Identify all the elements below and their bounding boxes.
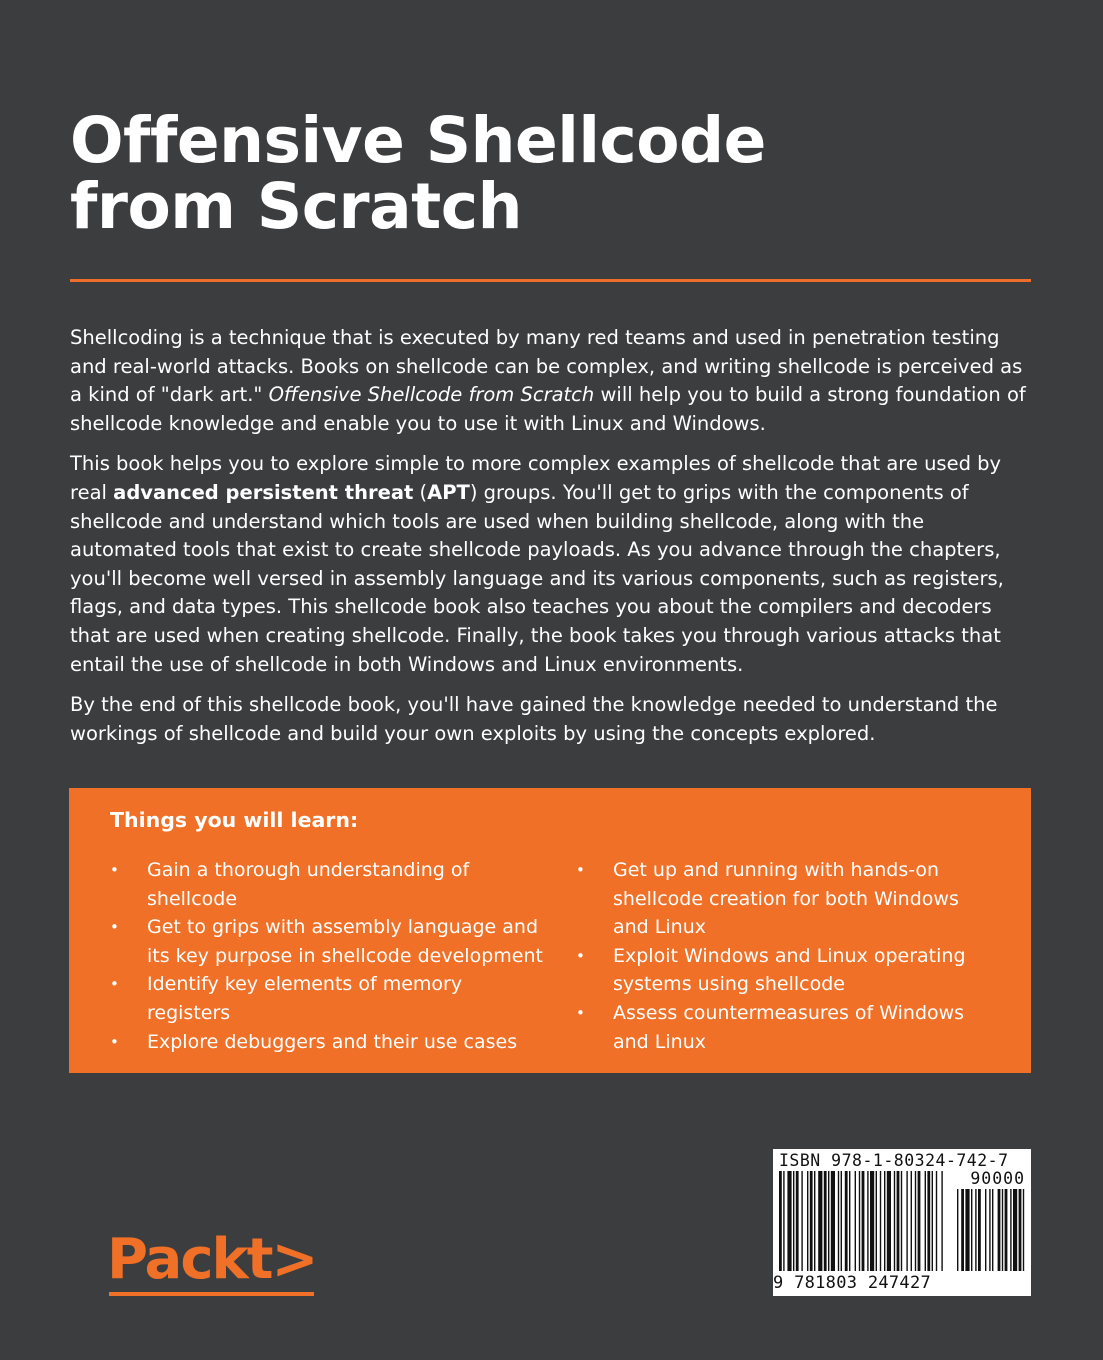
barcode-bar [859, 1171, 860, 1271]
barcode-bar [901, 1171, 902, 1271]
barcode-bar [965, 1189, 969, 1271]
learn-item: • Explore debuggers and their use cases [110, 1028, 550, 1057]
barcode-bar [906, 1171, 907, 1271]
barcode-bar [831, 1171, 835, 1271]
barcode-bar [915, 1171, 916, 1271]
barcode-bar [862, 1171, 865, 1271]
barcode-bar [887, 1171, 891, 1271]
barcode-bars [777, 1171, 1027, 1271]
description-paragraph-2: This book helps you to explore simple to more complex examples of shellcode that are used by real advanced persistent threat (APT) groups. You'll get to grips with the components of shellcode and understand which tools are used when building shellcode, along with the automated tools that exist to create shellcode payloads. As you advance through the chapters, you'll become well versed in assembly language and its various components, such as registers, flags, and data types. This shellcode book also teaches you about the compilers and decoders that are used when creating shellcode. Finally, the book takes you through various attacks that entail the use of shellcode in both Windows and Linux environments. [70, 452, 1004, 676]
barcode-bar [867, 1171, 868, 1271]
barcode-bar [876, 1171, 877, 1271]
barcode-bar [932, 1171, 933, 1271]
barcode-bar [1013, 1189, 1017, 1271]
barcode-bar [838, 1171, 839, 1271]
barcode-bar [957, 1189, 958, 1271]
barcode-bar [845, 1171, 848, 1271]
barcode-bar [1019, 1189, 1022, 1271]
barcode-bar [925, 1171, 926, 1271]
description-paragraph-3: By the end of this shellcode book, you'll have gained the knowledge needed to understand the workings of shellcode and build your own exploits by using the concepts explored. [70, 693, 998, 745]
barcode-bar [807, 1171, 808, 1271]
learn-item: • Gain a thorough understanding of shellcode [110, 856, 550, 913]
title-divider [70, 279, 1031, 282]
isbn-label: ISBN 978-1-80324-742-7 [779, 1151, 1009, 1170]
barcode-bar [783, 1171, 784, 1271]
learn-item: • Exploit Windows and Linux operating systems using shellcode [576, 942, 996, 999]
learn-list-right [576, 856, 996, 1056]
apt-term: advanced persistent threat [113, 480, 414, 504]
barcode-bar [801, 1171, 802, 1271]
learn-box [69, 788, 1031, 1073]
barcode-bar [1010, 1189, 1011, 1271]
barcode-bar [779, 1171, 782, 1271]
barcode-bar [1005, 1189, 1008, 1271]
barcode-bar [975, 1189, 976, 1271]
title-line-2: from Scratch [70, 170, 522, 243]
apt-abbreviation: APT [427, 480, 470, 504]
barcode-bar [918, 1171, 921, 1271]
packt-logo-underline [109, 1292, 314, 1296]
barcode-bar [985, 1189, 986, 1271]
barcode-bar [936, 1171, 937, 1271]
isbn-barcode [773, 1149, 1031, 1296]
price-code: 90000 [970, 1169, 1025, 1188]
barcode-bar [911, 1171, 912, 1271]
barcode-bar [828, 1171, 829, 1271]
barcode-bar [793, 1171, 794, 1271]
book-title-italic: Offensive Shellcode from Scratch [268, 383, 595, 407]
barcode-bar [884, 1171, 885, 1271]
barcode-bar [894, 1171, 895, 1271]
barcode-bar [787, 1171, 791, 1271]
learn-item: • Assess countermeasures of Windows and Linux [576, 999, 996, 1056]
barcode-bar [880, 1171, 881, 1271]
learn-item: • Identify key elements of memory registers [110, 970, 550, 1027]
packt-logo-text: Packt> [107, 1227, 317, 1292]
barcode-bar [870, 1171, 874, 1271]
barcode-bar [824, 1171, 827, 1271]
barcode-bar [814, 1171, 815, 1271]
barcode-bar [978, 1189, 981, 1271]
barcode-bar [1002, 1189, 1003, 1271]
learn-list-left [110, 856, 550, 1056]
title-line-1: Offensive Shellcode [70, 104, 766, 177]
barcode-bar [855, 1171, 856, 1271]
barcode-bar [818, 1171, 822, 1271]
learn-heading: Things you will learn: [110, 808, 359, 832]
barcode-bar [941, 1171, 942, 1271]
barcode-bar [810, 1171, 813, 1271]
barcode-bar [971, 1189, 972, 1271]
barcode-bar [1023, 1189, 1024, 1271]
learn-item: • Get to grips with assembly language and its key purpose in shellcode development [110, 913, 550, 970]
barcode-bar [841, 1171, 842, 1271]
barcode-bar [989, 1189, 990, 1271]
barcode-bar [992, 1189, 993, 1271]
description-paragraph-1: Shellcoding is a technique that is executed by many red teams and used in penetration testing and real-world attacks. Books on shellcode can be complex, and writing shellcode is perceived as a kind of "dark art." Offensive Shellcode from Scratch will help you to build a strong foundation of shellcode knowledge and enable you to use it with Linux and Windows. [70, 326, 1026, 435]
packt-logo [107, 1226, 327, 1300]
barcode-bar [849, 1171, 850, 1271]
barcode-bar [961, 1189, 964, 1271]
barcode-bar [796, 1171, 799, 1271]
barcode-bar [897, 1171, 900, 1271]
ean-number: 9 781803 247427 [773, 1273, 932, 1293]
barcode-bar [998, 1189, 1001, 1271]
barcode-bar [927, 1171, 930, 1271]
book-title [70, 104, 1030, 243]
book-description [70, 324, 1032, 760]
learn-item: • Get up and running with hands-on shellcode creation for both Windows and Linux [576, 856, 996, 942]
